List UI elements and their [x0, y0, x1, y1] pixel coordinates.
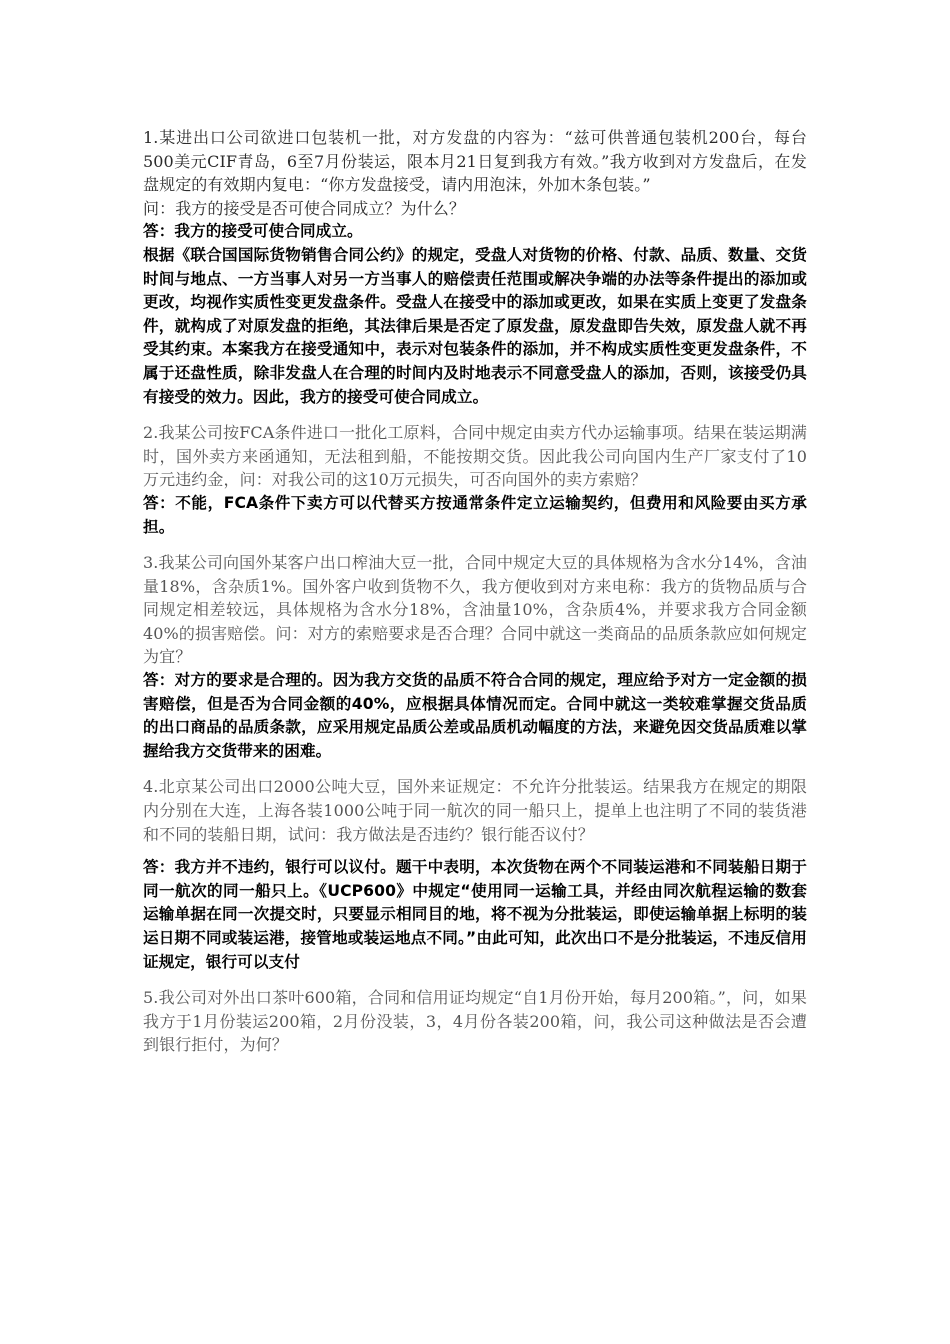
question-3: 3.我某公司向国外某客户出口榨油大豆一批，合同中规定大豆的具体规格为含水分14%，含油量18%，含杂质1%。国外客户收到货物不久，我方便收到对方来电称：我方的货物品质与合同规定相差较远，具体规格为含水分18%，含油量10%，含杂质4%，并要求我方合同金额40%的损害赔偿。问：对方的索赔要求是否合理？合同中就这一类商品的品质条款应如何规定为宜？ [143, 553, 807, 667]
answer-3: 答：对方的要求是合理的。因为我方交货的品质不符合合同的规定，理应给予对方一定金额的损害赔偿，但是否为合同金额的40%，应根据具体情况而定。合同中就这一类较难掌握交货品质的出口商品的品质条款，应采用规定品质公差或品质机动幅度的方法，来避免因交货品质难以掌握给我方交货带来的困难。 [143, 671, 807, 760]
question-2: 2.我某公司按FCA条件进口一批化工原料，合同中规定由卖方代办运输事项。结果在装运期满时，国外卖方来函通知，无法租到船，不能按期交货。因此我公司向国内生产厂家支付了10万元违约金，问：对我公司的这10万元损失，可否向国外的卖方索赔？ [143, 423, 807, 490]
question-4: 4.北京某公司出口2000公吨大豆，国外来证规定：不允许分批装运。结果我方在规定的期限内分别在大连，上海各装1000公吨于同一航次的同一船只上，提单上也注明了不同的装货港和不同的装船日期，试问：我方做法是否违约？银行能否议付？ [143, 777, 807, 844]
answer-2: 答：不能，FCA条件下卖方可以代替买方按通常条件定立运输契约，但费用和风险要由买方承担。 [143, 493, 807, 536]
document-page [143, 126, 807, 1057]
answer-4: 答：我方并不违约，银行可以议付。题干中表明，本次货物在两个不同装运港和不同装船日期于同一航次的同一船只上。《UCP600》中规定“使用同一运输工具，并经由同次航程运输的数套运输单据在同一次提交时，只要显示相同目的地，将不视为分批装运，即使运输单据上标明的装运日期不同或装运港，接管地或装运地点不同。”由此可知，此次出口不是分批装运，不违反信用证规定，银行可以支付 [143, 858, 807, 971]
question-1: 1.某进出口公司欲进口包装机一批，对方发盘的内容为：“兹可供普通包装机200台，每台500美元CIF青岛，6至7月份装运，限本月21日复到我方有效。”我方收到对方发盘后，在发盘规定的有效期内复电：“你方发盘接受，请内用泡沫，外加木条包装。” [143, 128, 807, 195]
answer-1-lead: 答：我方的接受可使合同成立。 [143, 222, 363, 241]
answer-1: 根据《联合国国际货物销售合同公约》的规定，受盘人对货物的价格、付款、品质、数量、交货时间与地点、一方当事人对另一方当事人的赔偿责任范围或解决争端的办法等条件提出的添加或更改，均视作实质性变更发盘条件。受盘人在接受中的添加或更改，如果在实质上变更了发盘条件，就构成了对原发盘的拒绝，其法律后果是否定了原发盘，原发盘即告失效，原发盘人就不再受其约束。本案我方在接受通知中，表示对包装条件的添加，并不构成实质性变更发盘条件，不属于还盘性质，除非发盘人在合理的时间内及时地表示不同意受盘人的添加，否则，该接受仍具有接受的效力。因此，我方的接受可使合同成立。 [143, 245, 807, 406]
question-1-ask: 问：我方的接受是否可使合同成立？为什么？ [143, 198, 466, 218]
question-5: 5.我公司对外出口茶叶600箱，合同和信用证均规定“自1月份开始，每月200箱。”，问，如果我方于1月份装运200箱，2月份没装，3，4月份各装200箱，问，我公司这种做法是否会遭到银行拒付，为何？ [143, 988, 807, 1055]
